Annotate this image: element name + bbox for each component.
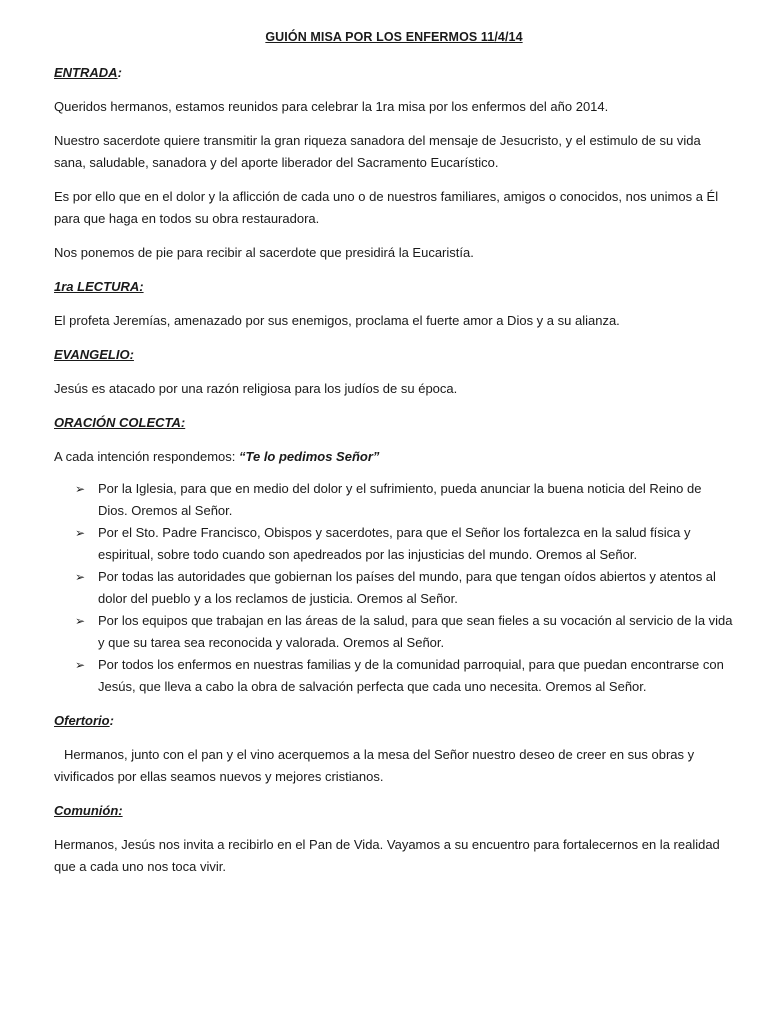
section-heading-ofertorio bbox=[54, 710, 734, 732]
section-heading-entrada bbox=[54, 62, 734, 84]
oracion-heading-text: ORACIÓN COLECTA: bbox=[54, 415, 186, 430]
section-heading-evangelio bbox=[54, 344, 734, 366]
list-item bbox=[75, 522, 734, 566]
arrow-bullet-icon: ➢ bbox=[75, 614, 86, 628]
ofertorio-heading-text: Ofertorio bbox=[54, 713, 110, 728]
entrada-paragraph-1: Queridos hermanos, estamos reunidos para celebrar la 1ra misa por los enfermos del año 2014. bbox=[54, 99, 609, 114]
oracion-response: “Te lo pedimos Señor” bbox=[239, 449, 380, 464]
evangelio-heading-text: EVANGELIO: bbox=[54, 347, 134, 362]
arrow-bullet-icon: ➢ bbox=[75, 658, 86, 672]
list-item bbox=[75, 478, 734, 522]
intention-text: Por la Iglesia, para que en medio del dolor y el sufrimiento, pueda anunciar la buena noticia del Reino de Dios. Oremos al Señor. bbox=[98, 481, 702, 518]
document-title: GUIÓN MISA POR LOS ENFERMOS 11/4/14 bbox=[265, 30, 523, 44]
entrada-heading-colon: : bbox=[117, 65, 122, 80]
section-heading-oracion bbox=[54, 412, 734, 434]
ofertorio-paragraph: Hermanos, junto con el pan y el vino acerquemos a la mesa del Señor nuestro deseo de creer en sus obras y vivificados por ellas seamos nuevos y mejores cristianos. bbox=[54, 747, 695, 784]
comunion-heading-text: Comunión: bbox=[54, 803, 123, 818]
lectura-heading-text: 1ra LECTURA: bbox=[54, 279, 144, 294]
entrada-heading-text: ENTRADA bbox=[54, 65, 118, 80]
entrada-paragraph-3: Es por ello que en el dolor y la aflicción de cada uno o de nuestros familiares, amigos o conocidos, nos unimos a Él para que haga en todos su obra restauradora. bbox=[54, 189, 719, 226]
intention-text: Por todos los enfermos en nuestras familias y de la comunidad parroquial, para que puedan encontrarse con Jesús, que lleva a cabo la obra de salvación perfecta que cada uno necesita. Oremos al Señor. bbox=[98, 657, 724, 694]
ofertorio-heading-colon: : bbox=[109, 713, 114, 728]
list-item bbox=[75, 610, 734, 654]
evangelio-paragraph: Jesús es atacado por una razón religiosa para los judíos de su época. bbox=[54, 381, 458, 396]
arrow-bullet-icon: ➢ bbox=[75, 526, 86, 540]
arrow-bullet-icon: ➢ bbox=[75, 570, 86, 584]
oracion-intro-text: A cada intención respondemos: bbox=[54, 449, 240, 464]
intention-text: Por el Sto. Padre Francisco, Obispos y sacerdotes, para que el Señor los fortalezca en la salud física y espiritual, sobre todo cuando son apedreados por las injusticias del mundo. Oremos al Señor. bbox=[98, 525, 691, 562]
intention-text: Por los equipos que trabajan en las áreas de la salud, para que sean fieles a su vocación al servicio de la vida y que su tarea sea reconocida y valorada. Oremos al Señor. bbox=[98, 613, 733, 650]
lectura-paragraph: El profeta Jeremías, amenazado por sus enemigos, proclama el fuerte amor a Dios y a su alianza. bbox=[54, 313, 620, 328]
section-heading-comunion bbox=[54, 800, 734, 822]
entrada-paragraph-2: Nuestro sacerdote quiere transmitir la gran riqueza sanadora del mensaje de Jesucristo, y el estimulo de su vida sana, saludable, sanadora y del aporte liberador del Sacramento Eucarístico. bbox=[54, 133, 701, 170]
intention-text: Por todas las autoridades que gobiernan los países del mundo, para que tengan oídos abiertos y atentos al dolor del pueblo y a los reclamos de justicia. Oremos al Señor. bbox=[98, 569, 716, 606]
arrow-bullet-icon: ➢ bbox=[75, 482, 86, 496]
comunion-paragraph: Hermanos, Jesús nos invita a recibirlo en el Pan de Vida. Vayamos a su encuentro para fortalecernos en la realidad que a cada uno nos toca vivir. bbox=[54, 837, 720, 874]
document-page bbox=[54, 26, 734, 890]
entrada-paragraph-4: Nos ponemos de pie para recibir al sacerdote que presidirá la Eucaristía. bbox=[54, 245, 474, 260]
oracion-intro bbox=[54, 446, 734, 468]
list-item bbox=[75, 654, 734, 698]
section-heading-lectura bbox=[54, 276, 734, 298]
list-item bbox=[75, 566, 734, 610]
intentions-list bbox=[54, 478, 734, 698]
